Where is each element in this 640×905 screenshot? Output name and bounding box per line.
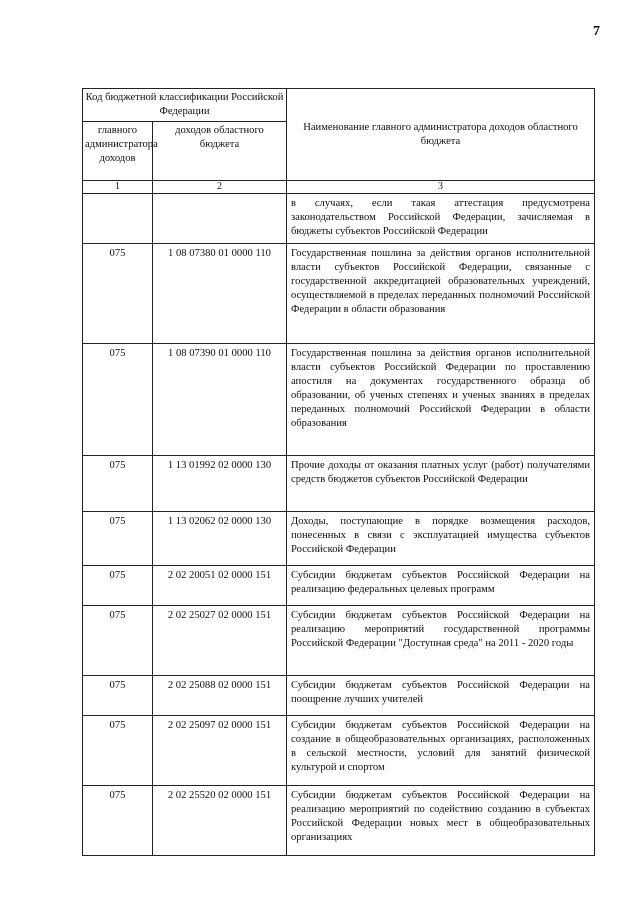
name-cell: Государственная пошлина за действия органов исполнительной власти субъектов Российской Федерации, связанные с государственной аккредитацией образовательных учреждений, осуществляемой в пределах переданных полномочий Российской Федерации в области образования (287, 244, 595, 344)
income-code-cell: 1 08 07380 01 0000 110 (153, 244, 287, 344)
table-row (83, 716, 595, 786)
page-number: 7 (593, 24, 600, 39)
admin-code-cell: 075 (83, 456, 153, 512)
admin-code-cell: 075 (83, 716, 153, 786)
name-cell: Субсидии бюджетам субъектов Российской Федерации на создание в общеобразовательных организациях, расположенных в сельской местности, условий для занятий физической культурой и спортом (287, 716, 595, 786)
name-cell: Прочие доходы от оказания платных услуг (работ) получателями средств бюджетов субъектов Российской Федерации (287, 456, 595, 512)
header-column-name: Наименование главного администратора доходов областного бюджета (287, 89, 595, 181)
income-code-cell: 2 02 25027 02 0000 151 (153, 606, 287, 676)
income-code-cell: 2 02 25520 02 0000 151 (153, 786, 287, 856)
header-column-income: доходов областного бюджета (153, 122, 287, 181)
admin-code-cell: 075 (83, 786, 153, 856)
table-row (83, 512, 595, 566)
income-code-cell: 2 02 20051 02 0000 151 (153, 566, 287, 606)
admin-code-cell: 075 (83, 676, 153, 716)
admin-code-cell: 075 (83, 244, 153, 344)
header-number-3: 3 (287, 181, 595, 194)
header-group-title: Код бюджетной классификации Российской Федерации (83, 89, 287, 122)
income-code-cell (153, 194, 287, 244)
table-row (83, 456, 595, 512)
name-cell: в случаях, если такая аттестация предусмотрена законодательством Российской Федерации, зачисляемая в бюджеты субъектов Российской Федерации (287, 194, 595, 244)
table-row (83, 194, 595, 244)
admin-code-cell: 075 (83, 344, 153, 456)
table-row (83, 606, 595, 676)
name-cell: Субсидии бюджетам субъектов Российской Федерации на поощрение лучших учителей (287, 676, 595, 716)
header-column-admin: главного администратора доходов (83, 122, 153, 181)
table-row (83, 676, 595, 716)
name-cell: Субсидии бюджетам субъектов Российской Федерации на реализацию федеральных целевых программ (287, 566, 595, 606)
header-row-top (83, 89, 595, 122)
income-code-cell: 2 02 25088 02 0000 151 (153, 676, 287, 716)
income-code-cell: 1 13 02062 02 0000 130 (153, 512, 287, 566)
name-cell: Субсидии бюджетам субъектов Российской Федерации на реализацию мероприятий по содействию созданию в субъектах Российской Федерации новых мест в общеобразовательных организациях (287, 786, 595, 856)
table-row (83, 344, 595, 456)
name-cell: Субсидии бюджетам субъектов Российской Федерации на реализацию мероприятий государственной программы Российской Федерации "Доступная среда" на 2011 - 2020 годы (287, 606, 595, 676)
header-number-1: 1 (83, 181, 153, 194)
header-number-2: 2 (153, 181, 287, 194)
income-code-cell: 1 13 01992 02 0000 130 (153, 456, 287, 512)
admin-code-cell: 075 (83, 606, 153, 676)
income-code-cell: 2 02 25097 02 0000 151 (153, 716, 287, 786)
table-row (83, 244, 595, 344)
admin-code-cell (83, 194, 153, 244)
table-row (83, 566, 595, 606)
name-cell: Государственная пошлина за действия органов исполнительной власти субъектов Российской Федерации по проставлению апостиля на документах государственного образца об образовании, об ученых степенях и ученых званиях в пределах переданных полномочий Российской Федерации в области образования (287, 344, 595, 456)
income-code-cell: 1 08 07390 01 0000 110 (153, 344, 287, 456)
header-row-numbers (83, 181, 595, 194)
admin-code-cell: 075 (83, 566, 153, 606)
name-cell: Доходы, поступающие в порядке возмещения расходов, понесенных в связи с эксплуатацией имущества субъектов Российской Федерации (287, 512, 595, 566)
budget-classification-table (82, 88, 595, 856)
table-row (83, 786, 595, 856)
admin-code-cell: 075 (83, 512, 153, 566)
